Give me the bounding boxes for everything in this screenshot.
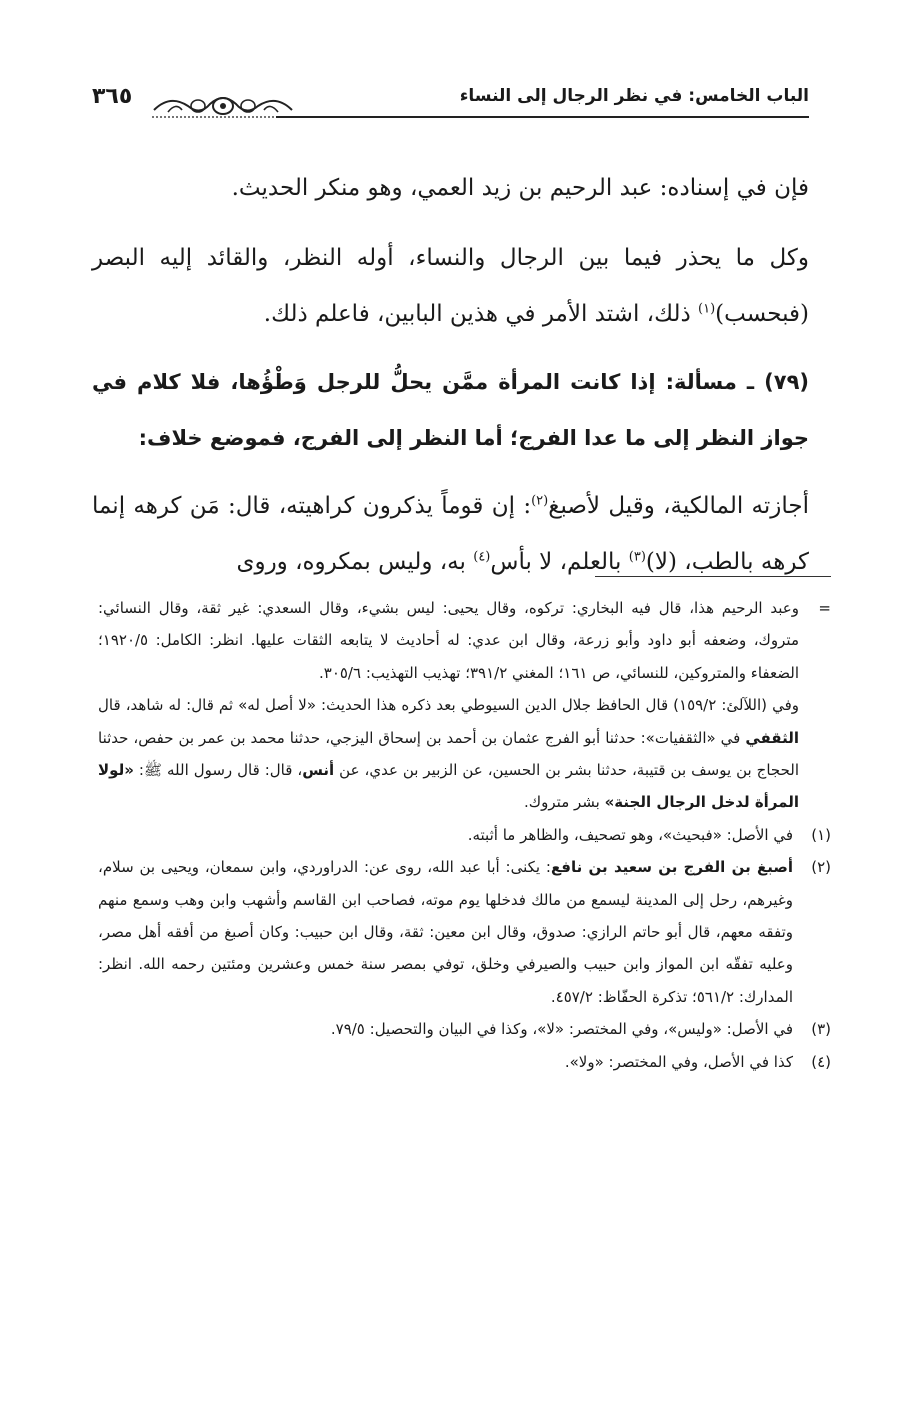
text: بشر متروك. [524, 793, 605, 812]
running-header [92, 84, 809, 124]
footnote-ref: (٣) [628, 549, 646, 565]
main-text [92, 160, 809, 602]
footnote-text: في الأصل: «فبحيث»، وهو تصحيف، والظاهر ما أثبته. [467, 825, 793, 844]
text: : إن قوماً يذكرون كراهيته، قال: مَن كرهه إنما كرهه بالطب، (لا) [92, 493, 809, 575]
footnote-item [98, 851, 831, 1013]
footnote-text [98, 689, 831, 819]
footnote-number: (١) [811, 825, 831, 844]
footnote-text: في الأصل: «وليس»، وفي المختصر: «لا»، وكذا في البيان والتحصيل: ٧٩/٥. [330, 1020, 793, 1039]
footnote-ref: (٢) [531, 493, 549, 509]
decorative-ornament-icon [148, 90, 298, 122]
text: ذلك، اشتد الأمر في هذين البابين، فاعلم ذلك. [263, 301, 699, 327]
continuation-mark: = [818, 599, 831, 617]
footnote-number: (٢) [811, 858, 831, 877]
footnote-ref: (٤) [473, 549, 491, 565]
paragraph [92, 478, 809, 590]
paragraph [92, 230, 809, 342]
footnotes [98, 592, 831, 1078]
footnote-number: (٣) [811, 1020, 831, 1039]
text: ، قال: قال رسول الله ﷺ: [133, 761, 303, 780]
footnote-continuation [98, 592, 831, 689]
paragraph [92, 160, 809, 216]
footnote-separator [595, 576, 831, 577]
bold-text: الثقفي [745, 728, 799, 747]
footnote-text [98, 851, 793, 1013]
text: وفي (اللآلئ: ١٥٩/٢) قال الحافظ جلال الدين السيوطي بعد ذكره هذا الحديث: «لا أصل له» ثم قال: له شاهد، قال [98, 696, 799, 715]
masala-heading: (٧٩) ـ مسألة: إذا كانت المرأة ممَّن يحلُّ للرجل وَطْؤُها، فلا كلام في جواز النظر إلى ما عدا الفرج؛ أما النظر إلى الفرج، فموضع خلاف: [92, 370, 809, 450]
footnote-item [98, 819, 831, 851]
text: : يكنى: أبا عبد الله، روى عن: الدراوردي، وابن سمعان، ويحيى بن سلام، وغيرهم، رحل إلى المدينة ليسمع من مالك فدخلها يوم موته، فصاحب ابن القاسم وأشهب وابن وهب وسمع منهم وتفقه معهم، قال أبو حاتم الرازي: صدوق، وقال ابن معين: ثقة، وقال ابن حبيب: وكان أصبغ من أفقه أهل مصر، وعليه تفقّه ابن المواز وابن حبيب والصيرفي وخلق، توفي بمصر سنة خمس وعشرين ومئتين رحمه الله. انظر: المدارك: ٥٦١/٢؛ تذكرة الحفّاظ: ٤٥٧/٢. [98, 858, 793, 1006]
footnote-ref: (١) [698, 301, 716, 317]
bold-text: أنس [302, 761, 335, 780]
text: في «الثقفيات»: حدثنا أبو الفرج عثمان بن أحمد بن إسحاق اليزجي، حدثنا محمد بن عمر بن حفص، حدثنا الحجاج بن يوسف بن قتيبة، حدثنا بشر بن الحسين، عن الزبير بن عدي، عن [98, 728, 799, 780]
footnote-text: وعبد الرحيم هذا، قال فيه البخاري: تركوه، وقال يحيى: ليس بشيء، وقال السعدي: غير ثقة، وقال النسائي: متروك، وضعفه أبو داود وأبو زرعة، وقال ابن عدي: له أحاديث لا يتابعه الثقات عليها. انظر: الكامل: ١٩٢٠/٥؛ الضعفاء والمتروكين، للنسائي، ص ١٦١؛ المغني ٣٩١/٢؛ تهذيب التهذيب: ٣٠٥/٦. [98, 599, 799, 682]
footnote-number: (٤) [811, 1052, 831, 1071]
text: بالعلم، لا بأس [490, 549, 629, 575]
text: به، وليس بمكروه، وروى [236, 549, 474, 575]
text: وكل ما يحذر فيما بين الرجال والنساء، أوله النظر، والقائد إليه البصر (فبحسب) [92, 245, 809, 327]
text: أجازته المالكية، وقيل لأصبغ [548, 493, 809, 519]
footnote-item [98, 1013, 831, 1045]
bold-text: «لولا المرأة لدخل الرجال الجنة» [98, 761, 799, 812]
page-number: ٣٦٥ [92, 84, 133, 109]
chapter-title: الباب الخامس: في نظر الرجال إلى النساء [459, 86, 809, 106]
footnote-text: كذا في الأصل، وفي المختصر: «ولا». [564, 1052, 793, 1071]
footnote-item [98, 1046, 831, 1078]
header-rule [276, 116, 809, 118]
text: فإن في إسناده: عبد الرحيم بن زيد العمي، وهو منكر الحديث. [231, 175, 809, 201]
bold-text: أصبغ بن الفرج بن سعيد بن نافع [550, 858, 793, 877]
